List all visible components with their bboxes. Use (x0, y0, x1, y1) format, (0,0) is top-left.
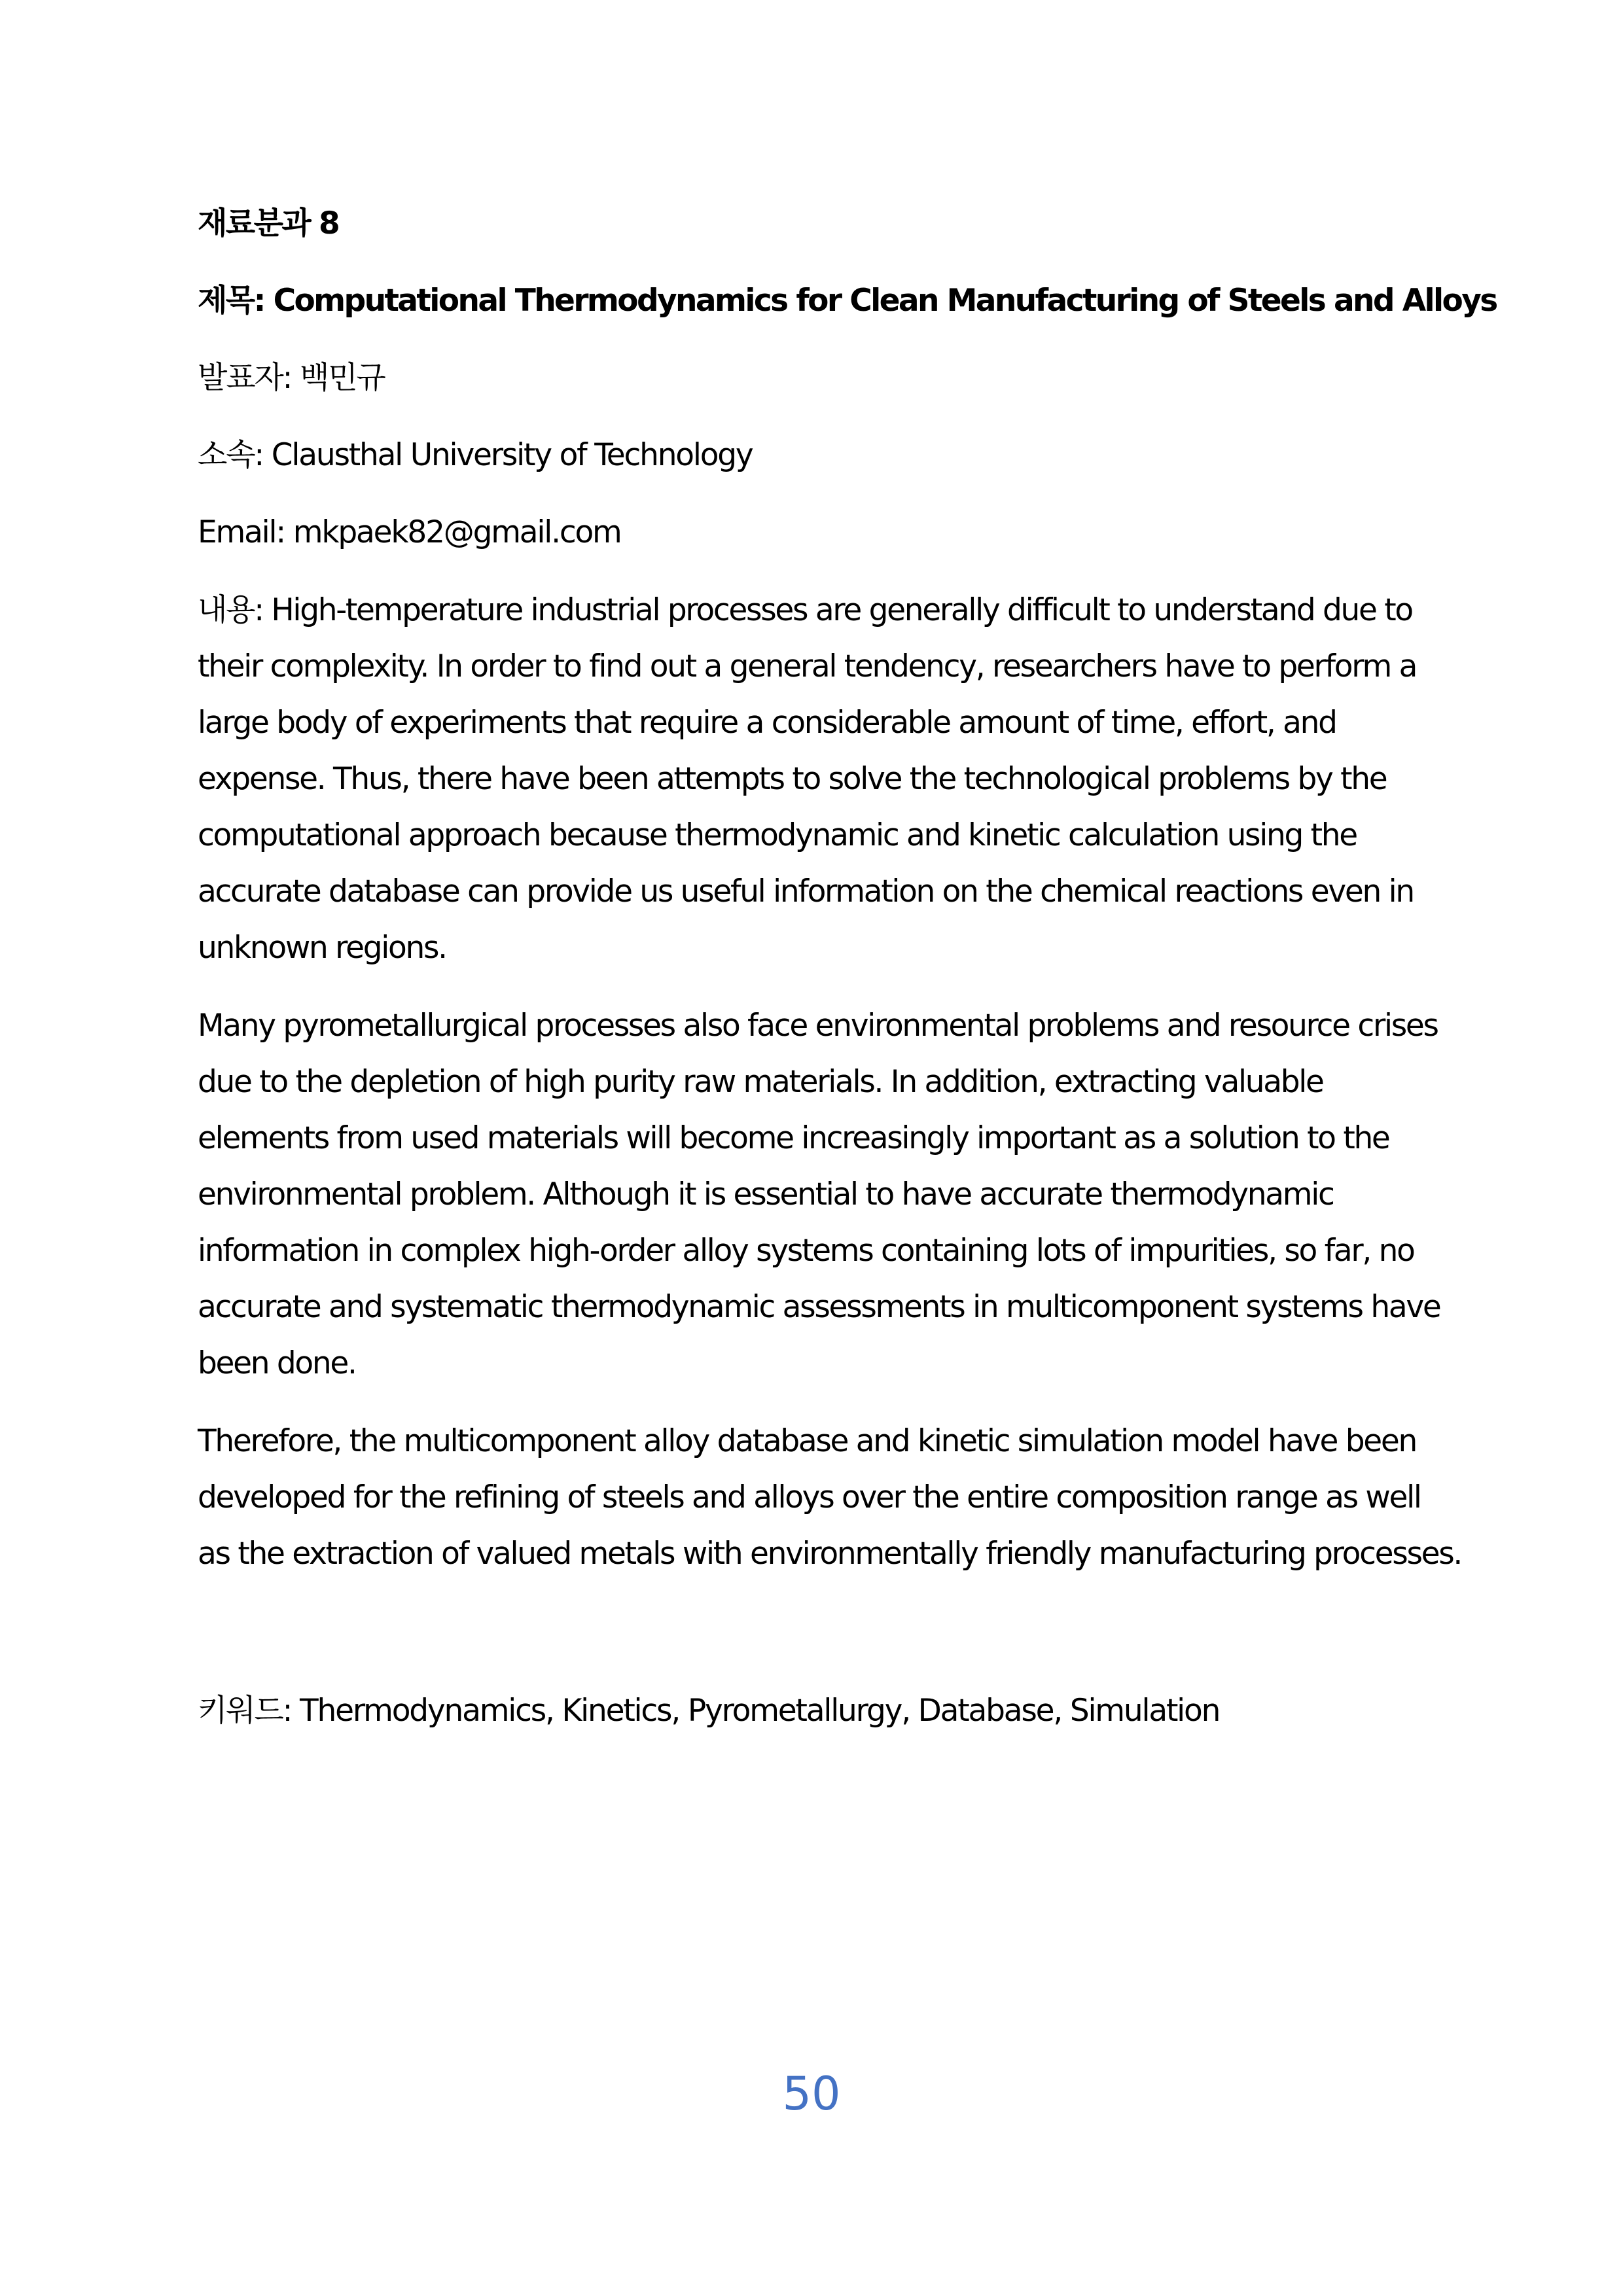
content-paragraph-1 (198, 582, 1441, 976)
paragraph-line: their complexity. In order to find out a general tendency, researchers have to perform a (198, 648, 1417, 684)
paragraph-line: accurate and systematic thermodynamic assessments in multicomponent systems have (198, 1289, 1440, 1325)
content-label: 내용: (198, 592, 263, 628)
paragraph-line: elements from used materials will become increasingly important as a solution to the (198, 1120, 1389, 1156)
title-text: Computational Thermodynamics for Clean Manufacturing of Steels and Alloys (273, 283, 1497, 319)
keywords-label: 키워드: (198, 1693, 292, 1729)
paragraph-line: unknown regions. (198, 930, 446, 966)
page-number: 50 (782, 2067, 841, 2121)
paragraph-line: due to the depletion of high purity raw materials. In addition, extracting valuable (198, 1064, 1323, 1100)
paragraph-line: accurate database can provide us useful information on the chemical reactions even in (198, 874, 1414, 910)
paragraph-text: High-temperature industrial processes are generally difficult to understand due to (271, 592, 1412, 628)
paragraph-line: Therefore, the multicomponent alloy database and kinetic simulation model have been (198, 1423, 1416, 1459)
presenter-name: 백민규 (300, 360, 385, 396)
paragraph-line: as the extraction of valued metals with environmentally friendly manufacturing processes. (198, 1536, 1462, 1572)
paragraph-line: Many pyrometallurgical processes also face environmental problems and resource crises (198, 1008, 1438, 1044)
paragraph-line: environmental problem. Although it is essential to have accurate thermodynamic (198, 1176, 1334, 1212)
paragraph-line: expense. Thus, there have been attempts to solve the technological problems by the (198, 761, 1387, 797)
title-label: 제목: (198, 283, 264, 319)
email-link[interactable]: mkpaek82@gmail.com (293, 514, 621, 550)
paragraph-line (198, 582, 1441, 639)
content-paragraph-3 (198, 1413, 1462, 1582)
paragraph-line: been done. (198, 1345, 356, 1381)
affiliation-line (198, 436, 753, 475)
content-paragraph-2 (198, 998, 1441, 1392)
presenter-label: 발표자: (198, 360, 292, 396)
email-line (198, 513, 621, 552)
paragraph-line: information in complex high-order alloy systems containing lots of impurities, so far, no (198, 1233, 1414, 1269)
paragraph-line: large body of experiments that require a considerable amount of time, effort, and (198, 705, 1336, 741)
presenter-line (198, 359, 385, 398)
section-heading: 재료분과 8 (198, 205, 339, 241)
title-line (198, 281, 1497, 321)
affiliation-label: 소속: (198, 437, 264, 473)
paragraph-line: developed for the refining of steels and alloys over the entire composition range as well (198, 1479, 1421, 1515)
email-label: Email: (198, 514, 285, 550)
keywords-line (198, 1691, 1219, 1731)
keywords-value: Thermodynamics, Kinetics, Pyrometallurgy, Database, Simulation (300, 1693, 1220, 1729)
affiliation-value: Clausthal University of Technology (271, 437, 753, 473)
paragraph-line: computational approach because thermodynamic and kinetic calculation using the (198, 817, 1357, 853)
